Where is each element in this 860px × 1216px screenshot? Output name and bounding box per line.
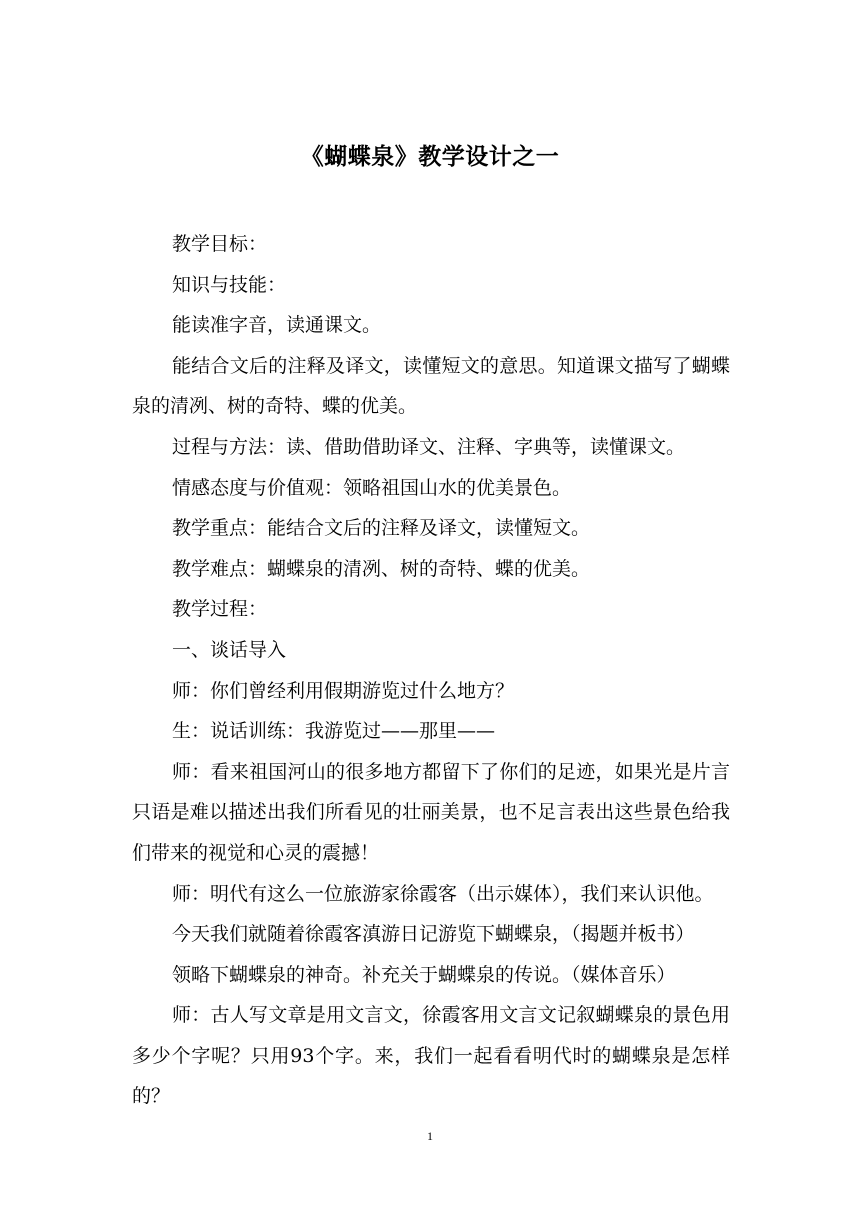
paragraph-difficulty: 教学难点：蝴蝶泉的清冽、树的奇特、蝶的优美。 <box>172 557 591 580</box>
page-number: 1 <box>427 1129 433 1143</box>
paragraph-process-method: 过程与方法：读、借助借助译文、注释、字典等，读懂课文。 <box>172 435 686 458</box>
paragraph-dialogue: 生：说话训练：我游览过——那里—— <box>172 720 496 743</box>
paragraph-teaching-goals: 教学目标： <box>172 233 268 255</box>
paragraph-emotion-values: 情感态度与价值观：领略祖国山水的优美景色。 <box>172 476 572 499</box>
paragraph-dialogue: 师：你们曾经利用假期游览过什么地方？ <box>172 679 515 702</box>
paragraph-key-point: 教学重点：能结合文后的注释及译文，读懂短文。 <box>172 517 591 540</box>
paragraph-dialogue: 师：看来祖国河山的很多地方都留下了你们的足迹，如果光是片言只语是难以描述出我们所看见的壮丽美景，也不足言表出这些景色给我们带来的视觉和心灵的震撼！ <box>132 760 730 864</box>
paragraph: 能结合文后的注释及译文，读懂短文的意思。知道课文描写了蝴蝶泉的清冽、树的奇特、蝶的优美。 <box>132 354 730 418</box>
paragraph-knowledge-skills: 知识与技能： <box>172 273 287 296</box>
paragraph: 能读准字音，读通课文。 <box>172 314 382 337</box>
document-body <box>132 224 730 1117</box>
paragraph-teaching-process: 教学过程： <box>172 598 268 621</box>
section-heading-intro: 一、谈话导入 <box>172 638 287 661</box>
paragraph-dialogue: 师：古人写文章是用文言文，徐霞客用文言文记叙蝴蝶泉的景色用多少个字呢？只用93个字。来，我们一起看看明代时的蝴蝶泉是怎样的？ <box>132 1004 730 1108</box>
paragraph: 领略下蝴蝶泉的神奇。补充关于蝴蝶泉的传说。（媒体音乐） <box>172 963 676 986</box>
document-title: 《蝴蝶泉》教学设计之一 <box>300 144 560 170</box>
paragraph: 今天我们就随着徐霞客滇游日记游览下蝴蝶泉，（揭题并板书） <box>172 923 695 946</box>
paragraph-dialogue: 师：明代有这么一位旅游家徐霞客（出示媒体），我们来认识他。 <box>172 882 714 905</box>
